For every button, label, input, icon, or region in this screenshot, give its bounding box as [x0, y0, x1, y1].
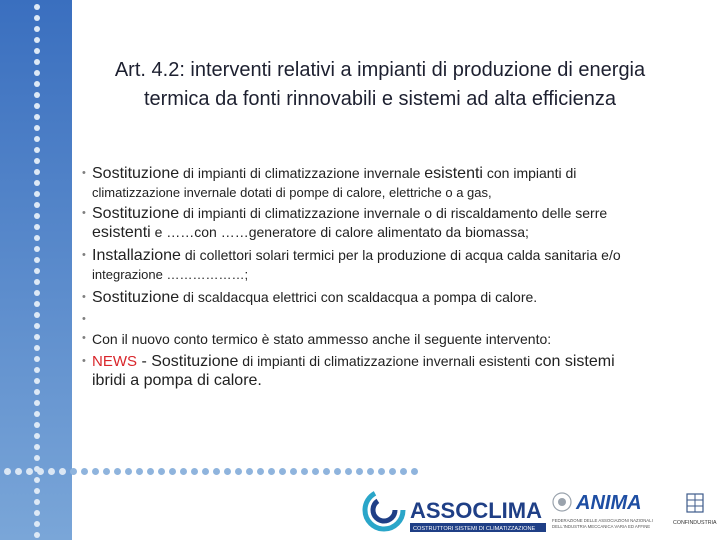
decorative-dot — [34, 158, 40, 164]
bullet-fragment: di collettori solari termici — [180, 247, 335, 263]
decorative-dot — [34, 356, 40, 362]
anima-seal-core — [558, 498, 566, 506]
bullet-fragment: generatore di calore alimentato da biomassa; — [248, 224, 529, 240]
dot-row — [0, 468, 420, 478]
decorative-dot — [411, 468, 418, 475]
bullet-fragment: per la produzione di acqua calda sanitaria e/o — [334, 247, 621, 263]
decorative-dot — [268, 468, 275, 475]
decorative-dot — [279, 468, 286, 475]
bullet-marker: • — [82, 249, 86, 261]
decorative-dot — [290, 468, 297, 475]
decorative-dot — [15, 468, 22, 475]
bullet-keyword: Sostituzione — [92, 289, 180, 306]
bullet-text — [92, 352, 702, 390]
assoclima-swirl-icon — [365, 491, 403, 529]
dot-column — [34, 4, 42, 540]
decorative-dot — [367, 468, 374, 475]
bullet-keyword: Sostituzione — [92, 165, 180, 182]
bullet-fragment: con sistemi — [530, 353, 615, 370]
decorative-dot — [34, 290, 40, 296]
decorative-dot — [92, 468, 99, 475]
decorative-dot — [202, 468, 209, 475]
bullet-marker: • — [82, 313, 86, 325]
decorative-dot — [34, 389, 40, 395]
decorative-dot — [70, 468, 77, 475]
bullet-fragment: Con il nuovo conto termico è stato ammesso anche il seguente intervento: — [92, 331, 552, 347]
bullet-marker: • — [82, 207, 86, 219]
decorative-dot — [34, 213, 40, 219]
bullet-fragment: climatizzazione invernale — [92, 185, 241, 200]
decorative-dot — [34, 70, 40, 76]
title-line-2: termica da fonti rinnovabili e sistemi ad alta efficienza — [143, 88, 617, 110]
bullet-keyword: Installazione — [92, 247, 181, 264]
decorative-dot — [125, 468, 132, 475]
bullet-fragment: e ……con …… — [150, 224, 249, 240]
decorative-dot — [34, 4, 40, 10]
decorative-dot — [103, 468, 110, 475]
decorative-dot — [224, 468, 231, 475]
decorative-dot — [356, 468, 363, 475]
decorative-dot — [34, 378, 40, 384]
decorative-dot — [34, 224, 40, 230]
decorative-dot — [34, 257, 40, 263]
bullet-fragment: - — [137, 353, 152, 370]
bullet-fragment: di impianti di climatizzazione invernali — [238, 353, 479, 369]
bullet-keyword: Sostituzione — [151, 353, 239, 370]
bullet-keyword: esistenti — [424, 165, 483, 182]
decorative-dot — [34, 521, 40, 527]
decorative-dot — [158, 468, 165, 475]
bullet-fragment: di — [179, 289, 198, 305]
decorative-dot — [34, 136, 40, 142]
decorative-dot — [34, 411, 40, 417]
decorative-dot — [301, 468, 308, 475]
decorative-dot — [345, 468, 352, 475]
decorative-dot — [34, 334, 40, 340]
confindustria-emblem-icon — [687, 494, 703, 512]
decorative-dot — [34, 444, 40, 450]
bullet-fragment: dotati di pompe di calore — [240, 185, 382, 200]
slide-title — [60, 56, 700, 114]
decorative-dot — [34, 268, 40, 274]
bullet-fragment: ibridi a pompa di calore. — [92, 372, 262, 389]
decorative-dot — [34, 367, 40, 373]
bullet-fragment: con impianti di — [482, 165, 577, 181]
decorative-dot — [114, 468, 121, 475]
assoclima-tagline: COSTRUTTORI SISTEMI DI CLIMATIZZAZIONE — [413, 526, 536, 532]
decorative-dot — [34, 180, 40, 186]
bullet-fragment: di impianti di climatizzazione invernale o di riscaldamento delle serre — [179, 205, 608, 221]
decorative-dot — [34, 48, 40, 54]
decorative-dot — [34, 26, 40, 32]
decorative-dot — [34, 499, 40, 505]
title-line-1: Art. 4.2: interventi relativi a impianti di produzione di energia — [114, 59, 646, 81]
bullet-keyword: esistenti — [478, 353, 531, 369]
decorative-dot — [34, 202, 40, 208]
anima-subtitle-2: DELL'INDUSTRIA MECCANICA VARIA ED AFFINE — [552, 524, 651, 529]
decorative-dot — [34, 301, 40, 307]
decorative-dot — [34, 169, 40, 175]
decorative-dot — [4, 468, 11, 475]
decorative-dot — [169, 468, 176, 475]
bullet-text — [92, 330, 702, 349]
bullet-text — [92, 246, 702, 284]
decorative-dot — [37, 468, 44, 475]
decorative-dot — [378, 468, 385, 475]
decorative-dot — [34, 455, 40, 461]
decorative-dot — [334, 468, 341, 475]
bullet-marker: • — [82, 167, 86, 179]
decorative-dot — [34, 433, 40, 439]
bullet-text — [92, 288, 702, 307]
confindustria-logo — [672, 488, 718, 532]
decorative-dot — [81, 468, 88, 475]
decorative-dot — [48, 468, 55, 475]
decorative-dot — [34, 125, 40, 131]
decorative-dot — [34, 323, 40, 329]
decorative-dot — [400, 468, 407, 475]
decorative-dot — [34, 422, 40, 428]
bullet-text — [92, 204, 702, 242]
decorative-dot — [34, 488, 40, 494]
bullet-marker: • — [82, 291, 86, 303]
decorative-dot — [34, 235, 40, 241]
decorative-dot — [59, 468, 66, 475]
decorative-dot — [235, 468, 242, 475]
anima-logo — [552, 488, 670, 532]
bullet-text — [92, 164, 702, 202]
decorative-dot — [34, 103, 40, 109]
decorative-dot — [180, 468, 187, 475]
bullet-keyword: Sostituzione — [92, 205, 180, 222]
decorative-dot — [34, 312, 40, 318]
bullet-fragment: , elettriche o a gas, — [381, 185, 492, 200]
decorative-dot — [34, 37, 40, 43]
anima-subtitle-1: FEDERAZIONE DELLE ASSOCIAZIONI NAZIONALI — [552, 518, 653, 523]
decorative-dot — [34, 510, 40, 516]
decorative-dot — [34, 15, 40, 21]
bullet-fragment: scaldacqua elettrici — [197, 289, 317, 305]
confindustria-wordmark: CONFINDUSTRIA — [673, 520, 717, 526]
assoclima-logo — [358, 484, 548, 536]
decorative-dot — [136, 468, 143, 475]
bullet-fragment: di impianti di climatizzazione invernale — [179, 165, 425, 181]
decorative-dot — [34, 92, 40, 98]
news-label: NEWS — [92, 353, 137, 370]
decorative-dot — [323, 468, 330, 475]
decorative-dot — [34, 532, 40, 538]
decorative-dot — [257, 468, 264, 475]
bullet-fragment: integrazione ………………; — [92, 267, 249, 282]
decorative-dot — [34, 345, 40, 351]
decorative-dot — [34, 114, 40, 120]
decorative-dot — [34, 191, 40, 197]
decorative-dot — [26, 468, 33, 475]
decorative-dot — [389, 468, 396, 475]
decorative-dot — [34, 246, 40, 252]
assoclima-wordmark: ASSOCLIMA — [410, 498, 542, 523]
decorative-dot — [34, 81, 40, 87]
decorative-dot — [246, 468, 253, 475]
bullet-fragment: con scaldacqua a pompa di calore. — [316, 289, 538, 305]
decorative-dot — [213, 468, 220, 475]
decorative-dot — [147, 468, 154, 475]
bullet-keyword: esistenti — [92, 224, 151, 241]
anima-wordmark: ANIMA — [576, 492, 642, 514]
footer-logos — [350, 478, 720, 540]
decorative-dot — [191, 468, 198, 475]
decorative-dot — [312, 468, 319, 475]
decorative-dot — [34, 147, 40, 153]
bullet-marker: • — [82, 355, 86, 367]
decorative-dot — [34, 279, 40, 285]
decorative-dot — [34, 59, 40, 65]
decorative-dot — [34, 400, 40, 406]
bullet-marker: • — [82, 332, 86, 344]
